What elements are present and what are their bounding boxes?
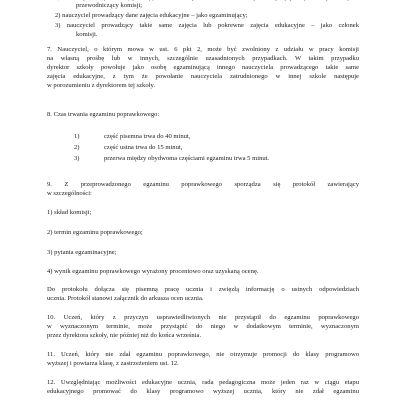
section-9-line-1: 9. Z przeprowadzonego egzaminu poprawkowego sporządza się protokół zawierający — [47, 181, 359, 188]
section-7-line-1: 7. Nauczyciel, o którym mowa w ust. 6 pkt 2, może być zwolniony z udziału w pracy komisji — [47, 46, 359, 53]
section-7-line-5: w porozumieniu z dyrektorem tej szkoły. — [47, 82, 155, 89]
section-8-item-2: część ustna trwa do 15 minut, — [104, 144, 183, 151]
section-8-title: 8. Czas trwania egzaminu poprawkowego: — [47, 111, 160, 118]
section-10-line-3: przez dyrektora szkoły, nie później niż do końca września. — [47, 332, 202, 339]
section-11-line-2: wyższej i powtarza klasę, z zastrzeżeniem ust. 12. — [47, 360, 179, 367]
list-item-3: 3) nauczyciel prowadzący takie same zajęcia lub pokrewne zajęcia edukacyjne – jako członek — [55, 22, 359, 29]
section-11-line-1: 11. Uczeń, który nie zdał egzaminu poprawkowego, nie otrzymuje promocji do klasy programowo — [47, 351, 359, 358]
protocol-note-line-1: Do protokołu dołącza się pisemną pracę ucznia i zwięzłą informację o ustnych odpowiedziach — [47, 286, 359, 293]
section-9-item-2: 2) termin egzaminu poprawkowego; — [47, 229, 143, 236]
section-12-line-1: 12. Uwzględniając możliwości edukacyjne ucznia, rada pedagogiczna może jeden raz w ciągu etapu — [47, 379, 359, 386]
section-9-item-3: 3) pytania egzaminacyjne; — [47, 249, 117, 256]
section-8-item-1: część pisemna trwa do 40 minut, — [104, 133, 191, 140]
section-7-line-4: zajęcia edukacyjne, z tym że powołanie nauczyciela zatrudnionego w innej szkole następuje — [47, 73, 359, 80]
list-item-1-cont: przewodniczący komisji; — [76, 2, 143, 9]
section-12-line-2: edukacyjnego promować do klasy programowo wyższej ucznia, który nie zdał egzaminu — [47, 388, 359, 395]
list-item-2: 2) nauczyciel prowadzący dane zajęcia edukacyjne – jako egzaminujący; — [55, 12, 248, 19]
list-item-3-cont: komisji. — [76, 31, 98, 38]
section-8-item-3: przerwa między obydwoma częściami egzaminu trwa 5 minut. — [104, 155, 270, 162]
section-7-line-2: na własną prośbę lub w innych, szczególnie uzasadnionych przypadkach. W takim przypadku — [47, 55, 359, 62]
section-8-item-3-num: 3) — [74, 155, 80, 162]
section-10-line-2: w wyznaczonym terminie, może przystąpić do niego w dodatkowym terminie, wyznaczonym — [47, 323, 359, 330]
section-9-item-1: 1) skład komisji; — [47, 209, 92, 216]
section-8-item-2-num: 2) — [74, 144, 80, 151]
section-7-line-3: dyrektor szkoły powołuje jako osobę egzaminującą innego nauczyciela prowadzącego takie same — [47, 64, 359, 71]
section-10-line-1: 10. Uczeń, który z przyczyn usprawiedliwionych nie przystąpił do egzaminu poprawkowego — [47, 314, 359, 321]
section-9-item-4: 4) wynik egzaminu poprawkowego wyrażony procentowo oraz uzyskaną ocenę. — [47, 268, 259, 275]
protocol-note-line-2: ucznia. Protokół stanowi załącznik do arkusza ocen ucznia. — [47, 295, 204, 302]
section-9-line-2: w szczególności: — [47, 190, 92, 197]
section-8-item-1-num: 1) — [74, 133, 80, 140]
